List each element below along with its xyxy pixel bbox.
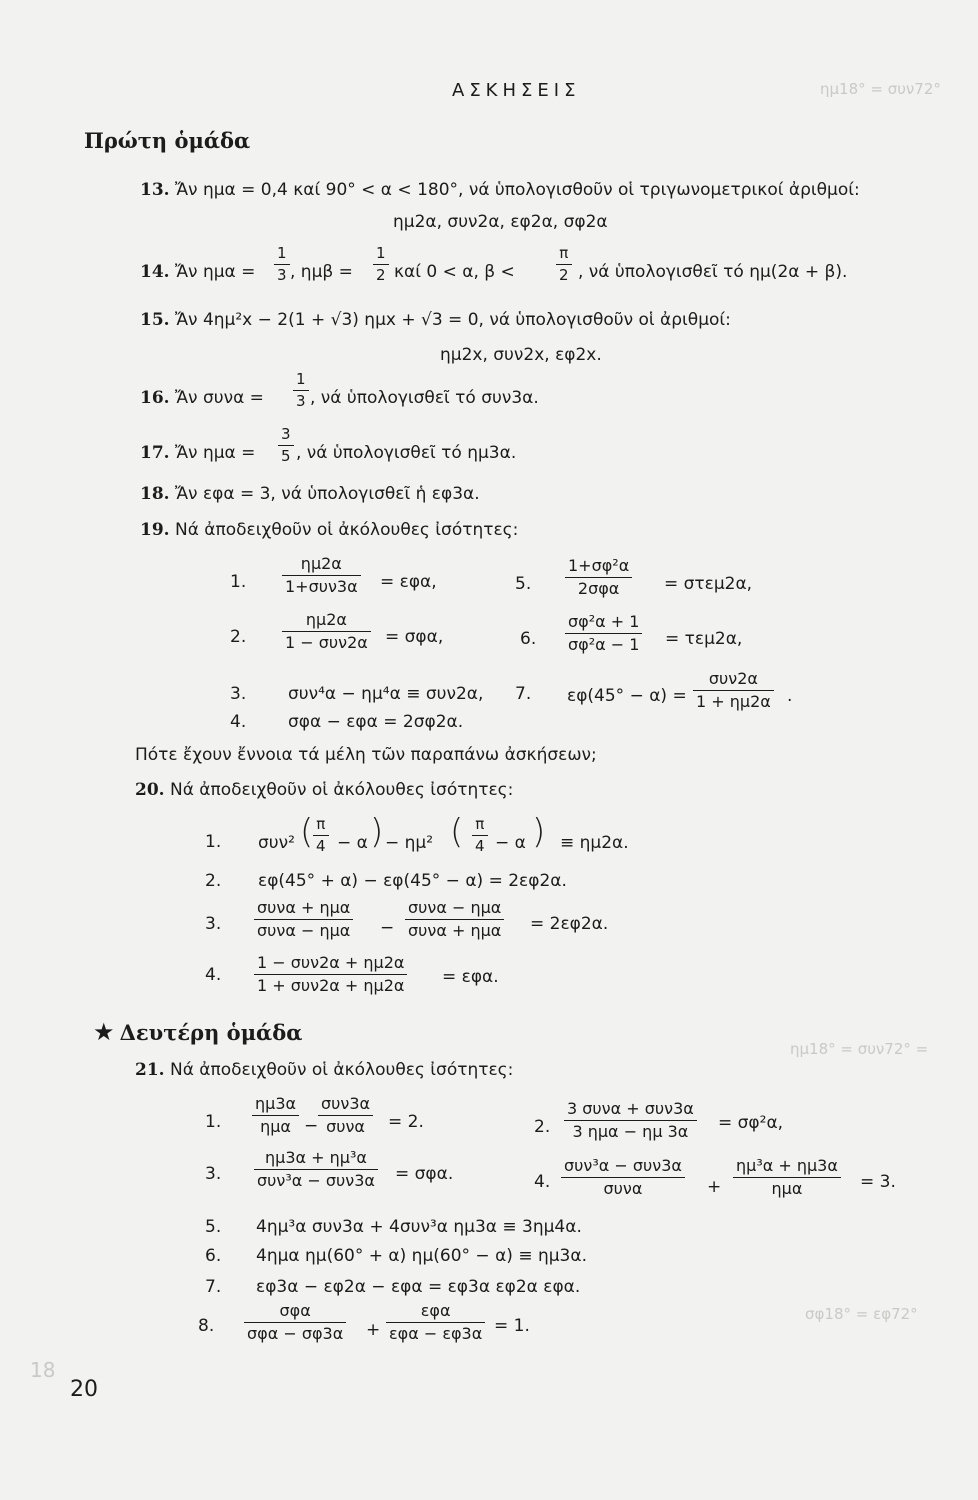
exercise-text: , νά ὑπολογισθεῖ τό ημ(2α + β). <box>578 262 848 282</box>
exercise-text: Ἄν συνα = <box>174 388 264 408</box>
exercise-text: καί 0 < α, β < <box>394 262 515 282</box>
fraction: $\frac{1}{3}$ <box>274 246 290 283</box>
exercise-15 <box>140 310 731 330</box>
exercise-21 <box>135 1060 513 1080</box>
fraction: $\frac{1}{2}$ <box>373 246 389 283</box>
bleed-through-text: σφ18° = εφ72° <box>805 1305 918 1323</box>
fraction: ημ3α ημα <box>252 1096 299 1135</box>
fraction: συνα + ημα συνα − ημα <box>254 900 353 939</box>
exercise-19 <box>140 520 518 540</box>
fraction: ημ2α 1 − συν2α <box>282 612 371 651</box>
identity-index: 4. <box>230 712 247 732</box>
faint-page-number: 18 <box>30 1358 56 1382</box>
exercise-13-list: ημ2α, συν2α, εφ2α, σφ2α <box>393 212 608 232</box>
right-paren: ) <box>532 812 546 852</box>
fraction: 1+σφ²α 2σφα <box>565 558 632 597</box>
identity-index: 5. <box>205 1217 222 1237</box>
identity-lhs: εφ(45° − α) = <box>567 686 687 706</box>
identity-operator: − <box>380 918 395 938</box>
identity-index: 1. <box>205 1112 222 1132</box>
exercise-18 <box>140 484 480 504</box>
identity-index: 6. <box>205 1246 222 1266</box>
identity-index: 6. <box>520 629 537 649</box>
identity-text: 4ημ³α συν3α + 4συν³α ημ3α ≡ 3ημ4α. <box>256 1217 582 1237</box>
exercise-14 <box>140 262 255 282</box>
identity-operator: + <box>366 1320 381 1340</box>
group-heading-second: ★ Δευτέρη ὁμάδα <box>93 1018 303 1046</box>
fraction: $\frac{\text{σφ²α + 1}}{\text{σφ²α − 1}}$ <box>565 614 642 653</box>
exercise-number: 16. <box>140 388 170 408</box>
exercise-17 <box>140 443 255 463</box>
identity-index: 2. <box>205 871 222 891</box>
identity-operator: − <box>304 1116 319 1136</box>
identity-rhs: = σφ²α, <box>718 1113 784 1133</box>
fraction: συν³α − συν3α συνα <box>561 1158 685 1197</box>
exercise-text: Ἄν ημα = 0,4 καί 90° < α < 180°, νά ὑπολογισθοῦν οἱ τριγωνομετρικοί ἀριθμοί: <box>174 180 860 200</box>
fraction: $\frac{\pi}{2}$ <box>556 246 572 283</box>
identity-index: 3. <box>205 914 222 934</box>
identity-text: εφ(45° + α) − εφ(45° − α) = 2εφ2α. <box>258 871 567 891</box>
identity-index: 2. <box>230 627 247 647</box>
identity-text: συν² <box>258 833 295 853</box>
fraction: 1 − συν2α + ημ2α 1 + συν2α + ημ2α <box>254 955 407 994</box>
identity-text: 4ημα ημ(60° + α) ημ(60° − α) ≡ ημ3α. <box>256 1246 587 1266</box>
identity-index: 3. <box>230 684 247 704</box>
identity-index: 1. <box>230 572 247 592</box>
identity-index: 5. <box>515 574 532 594</box>
fraction: σφα σφα − σφ3α <box>244 1303 346 1342</box>
identity-rhs: = 3. <box>860 1172 896 1192</box>
left-paren: ( <box>300 812 314 852</box>
identity-text: ≡ ημ2α. <box>560 833 629 853</box>
identity-end: . <box>787 686 793 706</box>
exercise-20 <box>135 780 513 800</box>
identity-rhs: = σφα, <box>385 627 444 647</box>
exercise-text: , νά ὑπολογισθεῖ τό συν3α. <box>310 388 539 408</box>
fraction: ημ³α + ημ3α ημα <box>733 1158 841 1197</box>
exercise-number: 21. <box>135 1060 165 1080</box>
identity-index: 3. <box>205 1164 222 1184</box>
page-number: 20 <box>70 1377 98 1402</box>
identity-rhs: = 2εφ2α. <box>530 914 609 934</box>
exercise-number: 20. <box>135 780 165 800</box>
identity-index: 4. <box>534 1172 551 1192</box>
identity-text: σφα − εφα = 2σφ2α. <box>288 712 464 732</box>
exercise-15-list: ημ2x, συν2x, εφ2x. <box>440 345 602 365</box>
identity-rhs: = στεμ2α, <box>664 574 753 594</box>
question-text: Πότε ἔχουν ἔννοια τά μέλη τῶν παραπάνω ἀσκήσεων; <box>135 745 597 765</box>
exercise-number: 13. <box>140 180 170 200</box>
identity-text: − α <box>337 833 368 853</box>
star-icon: ★ <box>93 1018 115 1046</box>
exercise-text: Ἄν 4ημ²x − 2(1 + √3) ημx + √3 = 0, νά ὑπολογισθοῦν οἱ ἀριθμοί: <box>174 310 731 330</box>
exercise-text: Νά ἀποδειχθοῦν οἱ ἀκόλουθες ἰσότητες: <box>169 780 514 800</box>
identity-index: 7. <box>205 1277 222 1297</box>
exercise-13 <box>140 180 860 200</box>
left-paren: ( <box>450 812 464 852</box>
exercise-text: Ἄν ημα = <box>174 443 256 463</box>
exercise-text: Νά ἀποδειχθοῦν οἱ ἀκόλουθες ἰσότητες: <box>169 1060 514 1080</box>
fraction: συνα − ημα συνα + ημα <box>405 900 504 939</box>
identity-index: 2. <box>534 1117 551 1137</box>
identity-index: 1. <box>205 832 222 852</box>
exercise-number: 18. <box>140 484 170 504</box>
exercise-16 <box>140 388 264 408</box>
fraction: 3 συνα + συν3α 3 ημα − ημ 3α <box>564 1101 697 1140</box>
identity-text: − ημ² <box>385 833 434 853</box>
page-header: ΑΣΚΗΣΕΙΣ <box>452 80 581 101</box>
right-paren: ) <box>370 812 384 852</box>
identity-rhs: = εφα, <box>380 572 437 592</box>
identity-index: 8. <box>198 1316 215 1336</box>
fraction: συν2α 1 + ημ2α <box>693 671 774 710</box>
exercise-text: Ἄν ημα = <box>174 262 256 282</box>
fraction: $\frac{\pi}{4}$ <box>313 817 329 854</box>
identity-text: συν⁴α − ημ⁴α ≡ συν2α, <box>288 684 484 704</box>
exercise-text: , ημβ = <box>290 262 353 282</box>
fraction: εφα εφα − εφ3α <box>386 1303 485 1342</box>
exercise-text: Νά ἀποδειχθοῦν οἱ ἀκόλουθες ἰσότητες: <box>174 520 519 540</box>
group-heading-first: Πρώτη ὁμάδα <box>84 128 251 153</box>
fraction: συν3α συνα <box>318 1096 373 1135</box>
fraction: $\frac{\pi}{4}$ <box>472 817 488 854</box>
exercise-text: , νά ὑπολογισθεῖ τό ημ3α. <box>296 443 517 463</box>
fraction: ημ2α 1+συν3α <box>282 556 361 595</box>
identity-text: εφ3α − εφ2α − εφα = εφ3α εφ2α εφα. <box>256 1277 581 1297</box>
fraction: $\frac{3}{5}$ <box>278 427 294 464</box>
bleed-through-text: ημ18° = συν72° = <box>790 1040 929 1058</box>
fraction: ημ3α + ημ³α συν³α − συν3α <box>254 1150 378 1189</box>
fraction: $\frac{1}{3}$ <box>293 372 309 409</box>
identity-rhs: = 2. <box>388 1112 424 1132</box>
exercise-number: 14. <box>140 262 170 282</box>
exercise-text: Ἄν εφα = 3, νά ὑπολογισθεῖ ἡ εφ3α. <box>174 484 480 504</box>
identity-rhs: = εφα. <box>442 967 499 987</box>
identity-rhs: = 1. <box>494 1316 530 1336</box>
bleed-through-text: ημ18° = συν72° <box>820 80 941 98</box>
identity-rhs: = σφα. <box>395 1164 454 1184</box>
identity-rhs: = τεμ2α, <box>665 629 743 649</box>
identity-index: 4. <box>205 965 222 985</box>
exercise-number: 17. <box>140 443 170 463</box>
identity-text: − α <box>495 833 526 853</box>
identity-index: 7. <box>515 684 532 704</box>
identity-operator: + <box>707 1177 722 1197</box>
exercise-number: 15. <box>140 310 170 330</box>
exercise-number: 19. <box>140 520 170 540</box>
